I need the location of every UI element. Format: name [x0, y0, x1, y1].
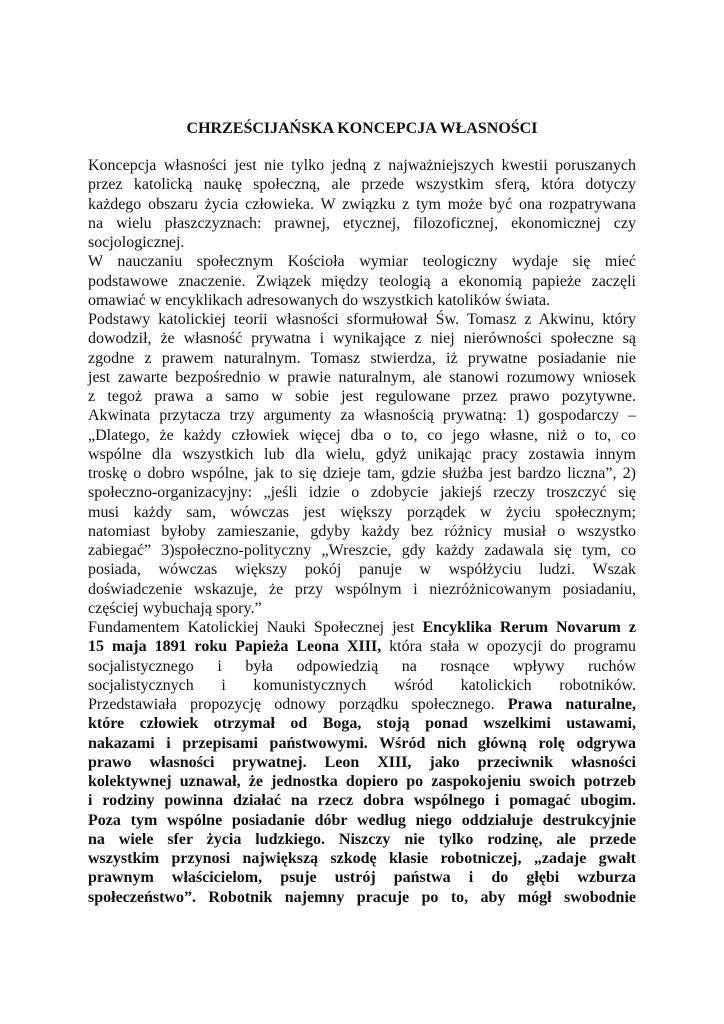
bold-text: nakazami i przepisami państwowymi. Wśród nich główną rolę odgrywa	[88, 734, 636, 752]
text-line	[88, 387, 636, 406]
text-line	[88, 464, 636, 483]
text-segment: społeczno-organizacyjny: „jeśli idzie o zdobycie jakiejś rzeczy troszczyć się	[88, 484, 636, 502]
text-segment: W nauczaniu społecznym Kościoła wymiar teologiczny wydaje się mieć	[88, 253, 636, 271]
text-line	[88, 753, 636, 772]
text-line	[88, 426, 636, 445]
text-line	[88, 676, 636, 695]
bold-text: społeczeństwo”. Robotnik najemny pracuje po to, aby mógł swobodnie	[88, 888, 636, 906]
text-segment: Przedstawiała propozycję odnowy porządku społecznego.	[88, 696, 508, 713]
text-line	[88, 734, 636, 753]
text-line	[88, 195, 636, 214]
text-line	[88, 349, 636, 368]
document-title: CHRZEŚCIJAŃSKA KONCEPCJA WŁASNOŚCI	[186, 120, 538, 137]
text-line	[88, 849, 636, 868]
text-segment: z tegoż prawa a samo w sobie jest regulowane przez prawo pozytywne.	[88, 388, 636, 405]
text-segment: socjalistycznego i była odpowiedzią na rosnące wpływy ruchów	[88, 657, 636, 675]
text-segment: natomiast byłoby zamieszanie, gdyby każdy bez różnicy musiał o wszystko	[88, 522, 636, 540]
text-line	[88, 791, 636, 810]
text-line	[88, 214, 636, 233]
text-segment: omawiać w encyklikach adresowanych do wszystkich katolików świata.	[88, 291, 551, 309]
text-line	[88, 483, 636, 502]
text-line	[88, 714, 636, 733]
text-line	[88, 868, 636, 887]
bold-text: wszystkim przynosi największą szkodę klasie robotniczej, „zadaje gwałt	[88, 850, 636, 867]
text-segment: doświadczenie wskazuje, że przy wspólnym i niezróżnicowanym posiadaniu,	[88, 580, 636, 598]
text-segment: socjalistycznych i komunistycznych wśród katolickich robotników.	[88, 676, 636, 694]
text-segment: podstawowe znaczenie. Związek między teologią a ekonomią papieże zaczęli	[88, 272, 636, 290]
text-segment: dowodził, że własność prywatna i wynikające z niej nierówności społeczne są	[88, 330, 636, 348]
bold-text: i rodziny powinna działać na rzecz dobra wspólnego i pomagać ubogim.	[88, 792, 636, 810]
text-line	[88, 811, 636, 830]
text-line	[88, 291, 636, 310]
text-line	[88, 175, 636, 194]
text-segment: posiada, wówczas większy pokój panuje w współżyciu ludzi. Wszak	[88, 561, 636, 579]
text-line	[88, 888, 636, 907]
text-segment: wspólne dla wszystkich lub dla wielu, gdyż unikając pracy zostawia innym	[88, 445, 636, 463]
text-segment: socjologicznej.	[88, 234, 185, 251]
text-line	[88, 503, 636, 522]
document-body	[88, 156, 636, 907]
text-line	[88, 329, 636, 348]
text-segment: częściej wybuchają spory.”	[88, 599, 262, 617]
bold-text: prawo własności prywatnej. Leon XIII, jako przeciwnik własności	[88, 753, 636, 771]
bold-text: Prawa naturalne,	[507, 696, 636, 713]
text-segment: troskę o dobro wspólne, jak to się dzieje tam, gdzie służba jest bardzo liczna”, 2)	[88, 465, 636, 482]
text-segment: Podstawy katolickiej teorii własności sformułował Św. Tomasz z Akwinu, który	[88, 311, 636, 328]
text-line	[88, 406, 636, 425]
bold-text: które człowiek otrzymał od Boga, stoją ponad wszelkimi ustawami,	[88, 715, 636, 733]
text-line	[88, 599, 636, 618]
bold-text: kolektywnej uznawał, że jednostka dopiero po zaspokojeniu swoich potrzeb	[88, 773, 636, 790]
text-line	[88, 156, 636, 175]
text-segment: „Dlatego, że każdy człowiek więcej dba o to, co jego własne, niż o to, co	[88, 426, 636, 444]
text-line	[88, 445, 636, 464]
bold-text: Poza tym wspólne posiadanie dóbr według niego oddziałuje destrukcyjnie	[88, 811, 636, 829]
text-segment: każdego obszaru życia człowieka. W związku z tym może być ona rozpatrywana	[88, 195, 636, 213]
text-line	[88, 233, 636, 252]
text-line	[88, 830, 636, 849]
text-segment: Koncepcja własności jest nie tylko jedną z najważniejszych kwestii poruszanych	[88, 157, 636, 174]
text-line	[88, 560, 636, 579]
bold-text: Encyklika Rerum Novarum z	[422, 619, 637, 636]
text-line	[88, 618, 636, 637]
text-line	[88, 580, 636, 599]
bold-text: prawnym właścicielom, psuje ustrój państwa i do głębi wzburza	[88, 869, 636, 887]
text-line	[88, 541, 636, 560]
text-segment: przez katolicką naukę społeczną, ale przede wszystkim sferą, która dotyczy	[88, 176, 636, 194]
text-segment: na wielu płaszczyznach: prawnej, etycznej, filozoficznej, ekonomicznej czy	[88, 214, 636, 232]
text-line	[88, 252, 636, 271]
text-line	[88, 368, 636, 387]
text-segment: zgodne z prawem naturalnym. Tomasz stwierdza, iż prywatne posiadanie nie	[88, 349, 636, 367]
text-line	[88, 272, 636, 291]
text-segment: Akwinata przytacza trzy argumenty za własnością prywatną: 1) gospodarczy –	[88, 407, 636, 425]
text-line	[88, 772, 636, 791]
text-segment: która stała w opozycji do programu	[381, 638, 636, 656]
text-line	[88, 657, 636, 676]
text-line	[88, 522, 636, 541]
text-segment: zabiegać” 3)społeczno-polityczny „Wreszcie, gdy każdy zadawala się tym, co	[88, 542, 636, 559]
text-segment: jest zawarte bezpośrednio w prawie naturalnym, ale stanowi rozumowy wniosek	[88, 368, 636, 386]
text-line	[88, 695, 636, 714]
bold-text: 15 maja 1891 roku Papieża Leona XIII,	[88, 638, 382, 656]
text-segment: Fundamentem Katolickiej Nauki Społecznej jest	[88, 619, 423, 636]
text-line	[88, 310, 636, 329]
text-segment: musi każdy sam, wówczas jest większy porządek w życiu społecznym;	[88, 503, 636, 521]
text-line	[88, 637, 636, 656]
bold-text: na wiele sfer życia ludzkiego. Niszczy nie tylko rodzinę, ale przede	[88, 830, 636, 848]
